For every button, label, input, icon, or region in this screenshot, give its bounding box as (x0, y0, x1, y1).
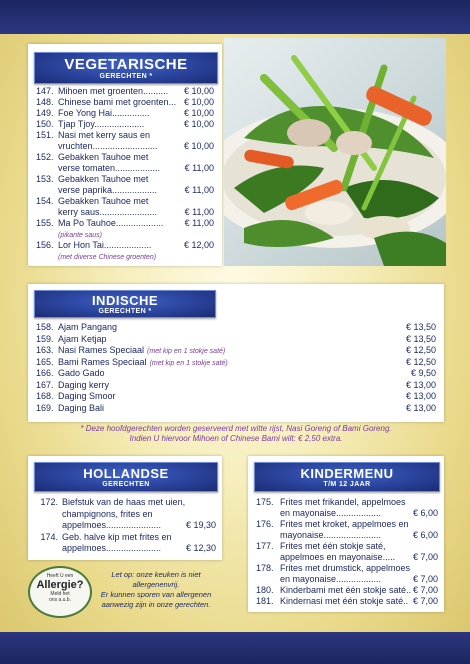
menu-item-row (36, 251, 214, 262)
item-name-group (58, 152, 148, 163)
menu-item-row (36, 391, 436, 403)
menu-item-row (256, 519, 438, 530)
item-name: kerry saus (58, 207, 100, 217)
item-name-group (58, 130, 150, 141)
item-name: Frites met één stokje saté, (280, 541, 386, 551)
section-title: HOLLANDSE (83, 466, 169, 481)
item-name: Gebakken Tauhoe met (58, 152, 149, 162)
menu-item-row (256, 563, 438, 574)
item-dots: ................... (115, 218, 164, 228)
item-name-group (58, 403, 104, 414)
item-price: € 13,50 (405, 322, 436, 332)
item-name: Daging kerry (58, 379, 110, 390)
item-note: (pikante saus) (58, 232, 102, 239)
item-name: verse tomaten (58, 163, 116, 173)
item-name-group (58, 141, 158, 152)
menu-item-row (36, 141, 214, 152)
item-dots: .................... (94, 119, 145, 129)
item-name: Gebakken Tauhoe met (58, 196, 149, 206)
item-name: appelmoes (62, 543, 107, 553)
item-price: € 7,00 (412, 596, 438, 606)
item-name: Daging Smoor (58, 391, 116, 401)
item-name: Kindernasi met één stokje saté (280, 596, 404, 606)
item-dots: ...................... (106, 520, 162, 530)
item-name: en mayonaise (280, 574, 337, 584)
item-name-group (58, 334, 107, 345)
section-subtitle: GERECHTEN * (99, 73, 153, 80)
allergy-top-text: Heeft U een (46, 573, 74, 579)
item-name: Biefstuk van de haas met uien, (62, 497, 186, 507)
item-name-group (62, 532, 172, 543)
item-price: € 11,00 (184, 218, 214, 228)
item-price: € 10,00 (183, 141, 214, 151)
item-price: € 12,30 (185, 543, 216, 553)
menu-item-row (256, 585, 438, 596)
item-name-group (58, 368, 105, 379)
item-price: € 7,00 (412, 552, 438, 562)
item-number: 177. (256, 541, 274, 551)
menu-item-row (256, 497, 438, 508)
item-dots: ................... (103, 240, 152, 250)
menu-item-row (36, 403, 436, 415)
item-name-group (62, 509, 153, 520)
item-dots: .......................... (92, 141, 158, 151)
item-number: 165. (36, 356, 54, 367)
item-name-group (58, 240, 151, 251)
item-price: € 6,00 (412, 530, 438, 540)
menu-item-row (36, 152, 214, 163)
item-number: 181. (256, 596, 274, 606)
item-name-group (58, 163, 160, 174)
item-dots: .. (406, 585, 412, 595)
item-name: Kinderbami met één stokje saté (280, 585, 407, 595)
allergy-note-line: Let op: onze keuken is niet (111, 570, 201, 579)
allergy-note (90, 570, 222, 610)
item-price: € 7,00 (412, 585, 438, 595)
item-name-group (58, 345, 225, 357)
menu-item-row (36, 322, 436, 334)
stir-fry-vegetables-image (224, 38, 446, 266)
menu-item-row (256, 596, 438, 607)
item-name-group (58, 380, 109, 391)
menu-item-row (36, 334, 436, 346)
item-price: € 11,00 (184, 185, 214, 195)
menu-item-row (36, 119, 214, 130)
item-number: 156. (36, 240, 54, 250)
section-title: INDISCHE (91, 293, 159, 308)
item-number: 169. (36, 402, 54, 413)
item-price: € 12,00 (183, 240, 214, 250)
item-name: Nasi met kerry saus en (58, 130, 151, 140)
menu-item-row (256, 508, 438, 519)
item-name-group (58, 391, 116, 402)
item-price: € 9,50 (410, 368, 436, 378)
item-number: 168. (36, 391, 54, 401)
menu-item-row (36, 240, 214, 251)
item-name: Frites met kroket, appelmoes en (280, 519, 409, 529)
item-name: verse paprika (58, 185, 113, 195)
menu-item-row (256, 530, 438, 541)
food-photo (224, 38, 446, 266)
item-number: 159. (36, 333, 54, 344)
menu-item-row (256, 541, 438, 552)
item-name-group (280, 552, 395, 563)
item-name: mayonaise (280, 530, 324, 540)
item-price: € 13,00 (405, 402, 436, 413)
item-price: € 10,00 (183, 119, 214, 129)
item-name-group (58, 185, 157, 196)
menu-item-row (36, 357, 436, 369)
item-name: Nasi Rames Speciaal (58, 345, 145, 355)
item-price: € 10,00 (183, 108, 214, 118)
bottom-banner (0, 632, 470, 664)
menu-item-row (256, 574, 438, 585)
menu-item-row (36, 520, 216, 532)
item-note: (met kip en 1 stokje saté) (147, 348, 226, 355)
item-dots: ..... (382, 552, 396, 562)
item-name: Mihoen met groenten (58, 86, 144, 96)
item-price: € 10,00 (183, 97, 214, 107)
item-number: 163. (36, 345, 54, 355)
item-number: 167. (36, 379, 54, 390)
item-name: appelmoes en mayonaise (280, 552, 383, 562)
hollandse-header (34, 462, 218, 492)
item-number: 150. (36, 119, 54, 129)
item-name-group (280, 530, 381, 541)
item-number: 176. (256, 519, 274, 529)
menu-item-row (36, 86, 214, 97)
section-title: KINDERMENU (300, 466, 394, 481)
menu-item-row (36, 532, 216, 544)
item-name-group (58, 174, 148, 185)
item-number: 158. (36, 322, 54, 332)
footnote-line: * Deze hoofdgerechten worden geserveerd met witte rijst, Nasi Goreng of Bami Goreng. (80, 424, 392, 433)
menu-item-row (36, 380, 436, 392)
item-dots: ....................... (323, 530, 382, 540)
item-number: 147. (36, 86, 54, 96)
item-price: € 10,00 (183, 86, 214, 96)
item-name: appelmoes (62, 520, 107, 530)
item-name-group (58, 119, 144, 130)
item-name-group (58, 108, 150, 119)
item-name: Frites met drumstick, appelmoes (280, 563, 411, 573)
item-name: Gebakken Tauhoe met (58, 174, 149, 184)
item-number: 151. (36, 130, 54, 140)
item-name-group (58, 86, 168, 97)
section-subtitle: GERECHTEN (102, 481, 150, 488)
section-title: VEGETARISCHE (64, 56, 188, 73)
item-note: (met diverse Chinese groenten) (58, 254, 157, 261)
item-number: 148. (36, 97, 54, 107)
menu-item-row (36, 108, 214, 119)
item-name: Chinese bami met groenten (58, 97, 169, 107)
item-name: Ajam Ketjap (58, 333, 107, 344)
item-name-group (280, 508, 381, 519)
item-number: 149. (36, 108, 54, 118)
menu-item-row (36, 174, 214, 185)
item-price: € 11,00 (184, 163, 214, 173)
item-price: € 13,00 (405, 391, 436, 401)
item-name-group (280, 585, 411, 596)
item-price: € 12,50 (405, 345, 436, 355)
item-name: Geb. halve kip met frites en (62, 531, 172, 542)
item-name: Daging Bali (58, 402, 105, 413)
allergy-note-line: Er kunnen sporen van allergenen (100, 590, 212, 599)
menu-item-row (36, 543, 216, 555)
item-number: 174. (40, 531, 58, 542)
item-name-group (280, 497, 406, 508)
item-price: € 11,00 (184, 207, 214, 217)
item-number: 178. (256, 563, 274, 573)
item-number: 152. (36, 152, 54, 162)
item-name-group (58, 357, 228, 369)
item-name-group (62, 520, 161, 531)
menu-item-row (36, 196, 214, 207)
section-subtitle: GERECHTEN * (98, 308, 152, 315)
footnote-line: Indien U hiervoor Mihoen of Chinese Bami wilt: € 2,50 extra. (129, 434, 343, 443)
menu-item-row (36, 509, 216, 521)
indische-footnote (28, 424, 444, 444)
item-number: 172. (40, 497, 58, 507)
item-name-group (280, 596, 408, 607)
item-number: 175. (256, 497, 274, 507)
item-name-group (280, 563, 410, 574)
allergy-bottom-text: Meld het (50, 591, 70, 597)
item-name-group (58, 207, 157, 218)
menu-item-row (36, 218, 214, 229)
menu-item-row (36, 229, 214, 240)
item-number: 155. (36, 218, 54, 228)
item-name-group (58, 251, 156, 263)
item-name-group (62, 543, 161, 554)
item-name-group (58, 196, 148, 207)
menu-item-row (36, 185, 214, 196)
item-number: 166. (36, 368, 54, 378)
top-banner (0, 0, 470, 34)
item-name-group (280, 541, 386, 552)
item-number: 153. (36, 174, 54, 184)
allergy-big-text: Allergie? (36, 579, 84, 591)
item-name-group (58, 322, 117, 333)
section-subtitle: T/M 12 JAAR (323, 481, 371, 488)
allergy-note-line: allergenenvrij. (132, 580, 180, 589)
menu-item-row (256, 552, 438, 563)
item-dots: .. (403, 596, 409, 606)
item-dots: ............... (112, 108, 150, 118)
menu-item-row (36, 207, 214, 218)
item-name: Tjap Tjoy (58, 119, 95, 129)
item-dots: .................. (336, 508, 382, 518)
item-name: Lor Hon Tai (58, 240, 104, 250)
item-name-group (62, 497, 185, 508)
item-note: (met kip en 1 stokje saté) (149, 359, 228, 367)
allergy-badge (28, 566, 92, 618)
item-number: 154. (36, 196, 54, 206)
item-name: vruchten (58, 141, 93, 151)
item-number: 180. (256, 585, 274, 595)
item-name: Bami Rames Speciaal (58, 356, 147, 367)
item-dots: ... (168, 97, 177, 107)
item-price: € 7,00 (412, 574, 438, 584)
menu-item-row (36, 163, 214, 174)
menu-item-row (36, 497, 216, 509)
item-dots: ...................... (106, 543, 162, 553)
vegetarische-header (34, 52, 218, 84)
item-price: € 19,30 (185, 520, 216, 530)
item-dots: .......... (143, 86, 169, 96)
item-name: champignons, frites en (62, 508, 153, 519)
item-price: € 13,00 (405, 379, 436, 390)
item-name-group (280, 574, 381, 585)
item-name: Foe Yong Hai (58, 108, 113, 118)
indische-header (34, 290, 216, 318)
item-price: € 6,00 (412, 508, 438, 518)
allergy-bottom-text: ons a.u.b. (49, 597, 71, 603)
item-name: Gado Gado (58, 368, 105, 378)
item-price: € 12,50 (405, 356, 436, 367)
item-name-group (280, 519, 409, 530)
item-dots: .................. (336, 574, 382, 584)
item-name: Ma Po Tauhoe (58, 218, 116, 228)
item-name: en mayonaise (280, 508, 337, 518)
item-dots: .................. (115, 163, 161, 173)
menu-item-row (36, 368, 436, 380)
item-dots: ....................... (99, 207, 158, 217)
item-dots: .................. (112, 185, 158, 195)
allergy-note-line: aanwezig zijn in onze gerechten. (101, 600, 211, 609)
item-name-group (58, 97, 176, 108)
item-price: € 13,50 (405, 333, 436, 344)
kindermenu-header (254, 462, 440, 492)
item-name-group (58, 218, 163, 229)
menu-item-row (36, 97, 214, 108)
item-name: Ajam Pangang (58, 322, 118, 332)
menu-item-row (36, 345, 436, 357)
item-name: Frites met frikandel, appelmoes (280, 497, 406, 507)
menu-item-row (36, 130, 214, 141)
